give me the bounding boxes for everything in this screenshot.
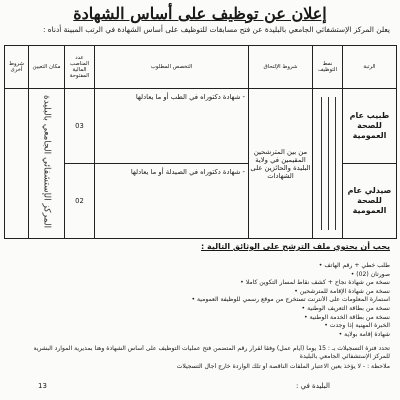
table-header-row bbox=[5, 46, 397, 89]
handwritten-marks bbox=[313, 89, 342, 238]
list-item: الخبرة المهنية إذا وجدت • bbox=[12, 322, 390, 331]
workplace-cell bbox=[29, 89, 65, 239]
positions-cell: 02 bbox=[65, 164, 95, 239]
specialty-cell: - شهادة دكتوراه في الصيدلة أو ما يعادلها bbox=[95, 164, 249, 239]
rank-cell: صيدلي عام للصحة العمومية bbox=[343, 164, 397, 239]
list-item: طلب خطي + رقم الهاتف • bbox=[12, 262, 390, 271]
date-stamp: 13 bbox=[38, 382, 47, 390]
access-conditions-cell: من بين المترشحين المقيمين في ولاية البليدة والحائزين على الشهادات bbox=[249, 89, 313, 239]
header-workplace: مكان التعيين bbox=[29, 46, 65, 89]
list-item: نسخة من شهادة نجاح + كشف نقاط لمسار التكوين كاملا • bbox=[12, 279, 390, 288]
list-item: نسخة من شهادة الإقامة للمترشحين • bbox=[12, 288, 390, 297]
place-label: البليدة في : bbox=[296, 382, 330, 390]
list-item: استمارة المعلومات على الأنترنت تستخرج من موقع رسمي للوظيفة العمومية • bbox=[12, 296, 390, 305]
handwritten-workplace: المركز الإستشفائي الجامعي بالبليدة bbox=[41, 95, 52, 229]
positions-table bbox=[4, 45, 397, 239]
header-specialty: التخصص المطلوب bbox=[95, 46, 249, 89]
deadline-note: تحدد فترة التسجيلات بـ : 15 يوما (أيام عمل) وفقا لقرار رقم المتضمن فتح عمليات التوظيف على أساس الشهادة وهنا بمديرية الموارد البشرية bbox=[33, 345, 390, 352]
documents-title: يجب أن يحتوي ملف الترشح على الوثائق التالية : bbox=[201, 242, 390, 251]
positions-cell: 03 bbox=[65, 89, 95, 164]
list-item: شهادة إقامة بولاية • bbox=[12, 331, 390, 340]
list-item: صورتان (02) • bbox=[12, 271, 390, 280]
header-access-conditions: شروط الإلتحاق bbox=[249, 46, 313, 89]
specialty-cell: - شهادة دكتوراه في الطب أو ما يعادلها bbox=[95, 89, 249, 164]
list-item: نسخة من بطاقة الخدمة الوطنية • bbox=[12, 314, 390, 323]
recruitment-mode-cell bbox=[313, 89, 343, 239]
table-row bbox=[5, 89, 397, 164]
header-other-conditions: شروط أخرى bbox=[5, 46, 29, 89]
other-conditions-cell bbox=[5, 89, 29, 239]
header-positions-count: عدد المناصب المالية المفتوحة bbox=[65, 46, 95, 89]
deadline-note-continued: للمركز الإستشفائي الجامعي بالبليدة bbox=[299, 353, 390, 360]
header-rank: الرتبة bbox=[343, 46, 397, 89]
page-title: إعلان عن توظيف على أساس الشهادة bbox=[73, 4, 327, 23]
rank-cell: طبيب عام للصحة العمومية bbox=[343, 89, 397, 164]
documents-list bbox=[12, 262, 390, 339]
remark: ملاحظة : - لا يؤخذ بعين الاعتبار الملفات الناقصة أو تلك الواردة خارج أجال التسجيلات bbox=[176, 363, 390, 370]
intro-paragraph: يعلن المركز الإستشفائي الجامعي بالبليدة عن فتح مسابقات للتوظيف على أساس الشهادة في الرتب المبينة أدناه : bbox=[42, 25, 390, 34]
header-recruitment-mode: نمط التوظيف bbox=[313, 46, 343, 89]
list-item: نسخة من بطاقة التعريف الوطنية • bbox=[12, 305, 390, 314]
